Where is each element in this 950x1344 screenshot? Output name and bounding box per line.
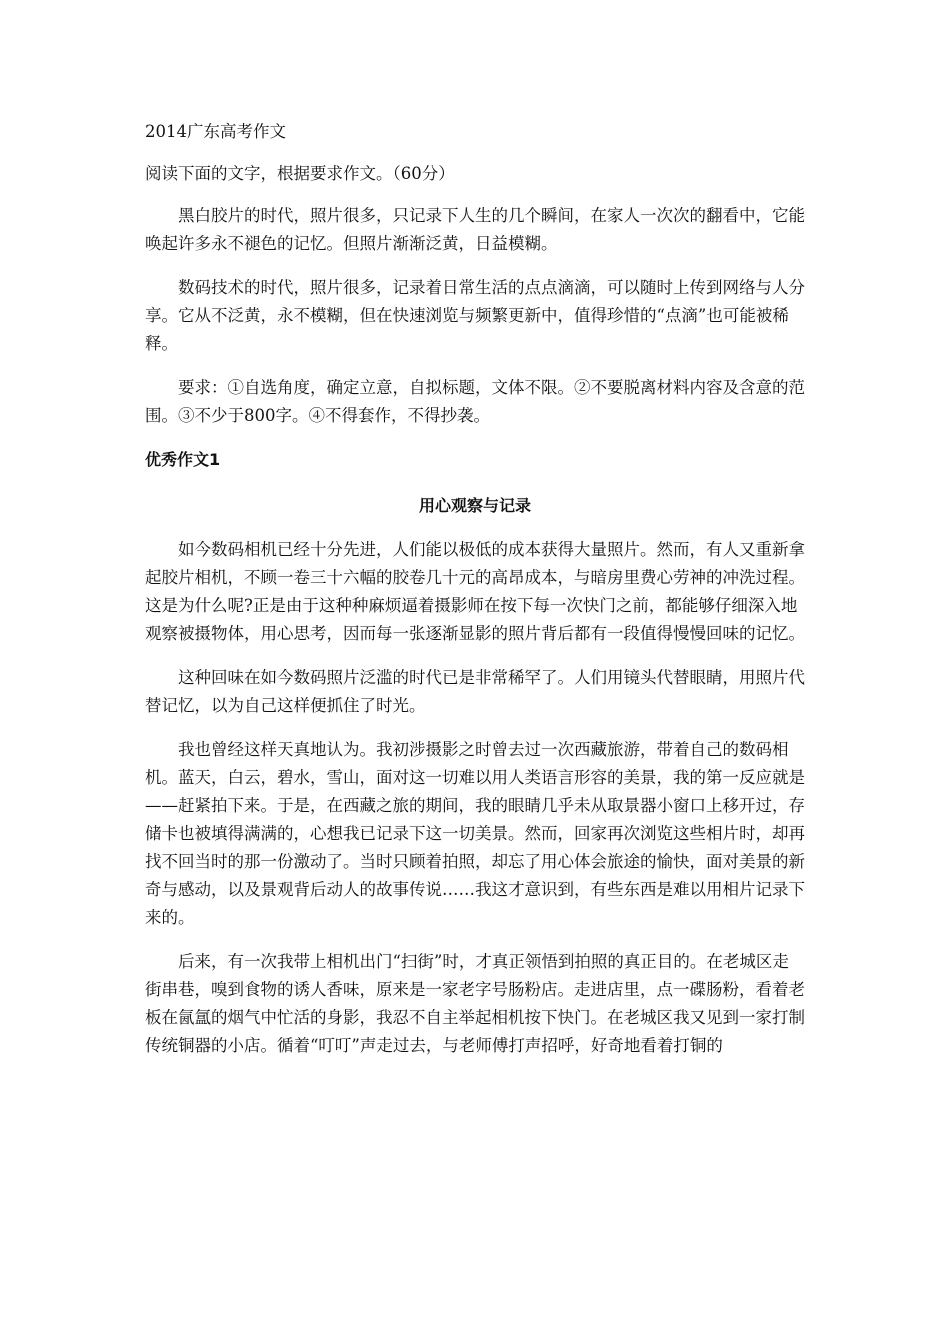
essay-title: 用心观察与记录 [418, 496, 531, 515]
document-page [145, 118, 805, 1076]
section-heading: 优秀作文1 [145, 450, 221, 469]
essay-paragraph: 这种回味在如今数码照片泛滥的时代已是非常稀罕了。人们用镜头代替眼睛，用照片代替记忆，以为自己这样便抓住了时光。 [145, 668, 805, 715]
essay-paragraph: 后来，有一次我带上相机出门“扫街”时，才真正领悟到拍照的真正目的。在老城区走街串巷，嗅到食物的诱人香味，原来是一家老字号肠粉店。走进店里，点一碟肠粉，看着老板在氤氲的烟气中忙活的身影，我忍不自主举起相机按下快门。在老城区我又见到一家打制传统铜器的小店。循着“叮叮”声走过去，与老师傅打声招呼，好奇地看着打铜的 [145, 952, 805, 1055]
prompt-paragraph: 数码技术的时代，照片很多，记录着日常生活的点点滴滴，可以随时上传到网络与人分享。它从不泛黄，永不模糊，但在快速浏览与频繁更新中，值得珍惜的“点滴”也可能被稀释。 [145, 278, 805, 353]
requirements-paragraph: 要求：①自选角度，确定立意，自拟标题，文体不限。②不要脱离材料内容及含意的范围。③不少于800字。④不得套作，不得抄袭。 [145, 378, 805, 425]
essay-paragraph: 我也曾经这样天真地认为。我初涉摄影之时曾去过一次西藏旅游，带着自己的数码相机。蓝天，白云，碧水，雪山，面对这一切难以用人类语言形容的美景，我的第一反应就是——赶紧拍下来。于是，在西藏之旅的期间，我的眼睛几乎未从取景器小窗口上移开过，存储卡也被填得满满的，心想我已记录下这一切美景。然而，回家再次浏览这些相片时，却再找不回当时的那一份激动了。当时只顾着拍照，却忘了用心体会旅途的愉快，面对美景的新奇与感动，以及景观背后动人的故事传说……我这才意识到，有些东西是难以用相片记录下来的。 [145, 740, 805, 927]
essay-paragraph: 如今数码相机已经十分先进，人们能以极低的成本获得大量照片。然而，有人又重新拿起胶片相机，不顾一卷三十六幅的胶卷几十元的高昂成本，与暗房里费心劳神的冲洗过程。这是为什么呢?正是由于这种种麻烦逼着摄影师在按下每一次快门之前，都能够仔细深入地观察被摄物体，用心思考，因而每一张逐渐显影的照片背后都有一段值得慢慢回味的记忆。 [145, 540, 805, 643]
document-title: 2014广东高考作文 [145, 122, 286, 141]
prompt-intro: 阅读下面的文字，根据要求作文。（60分） [145, 164, 455, 183]
prompt-paragraph: 黑白胶片的时代，照片很多，只记录下人生的几个瞬间，在家人一次次的翻看中，它能唤起许多永不褪色的记忆。但照片渐渐泛黄，日益模糊。 [145, 206, 805, 253]
